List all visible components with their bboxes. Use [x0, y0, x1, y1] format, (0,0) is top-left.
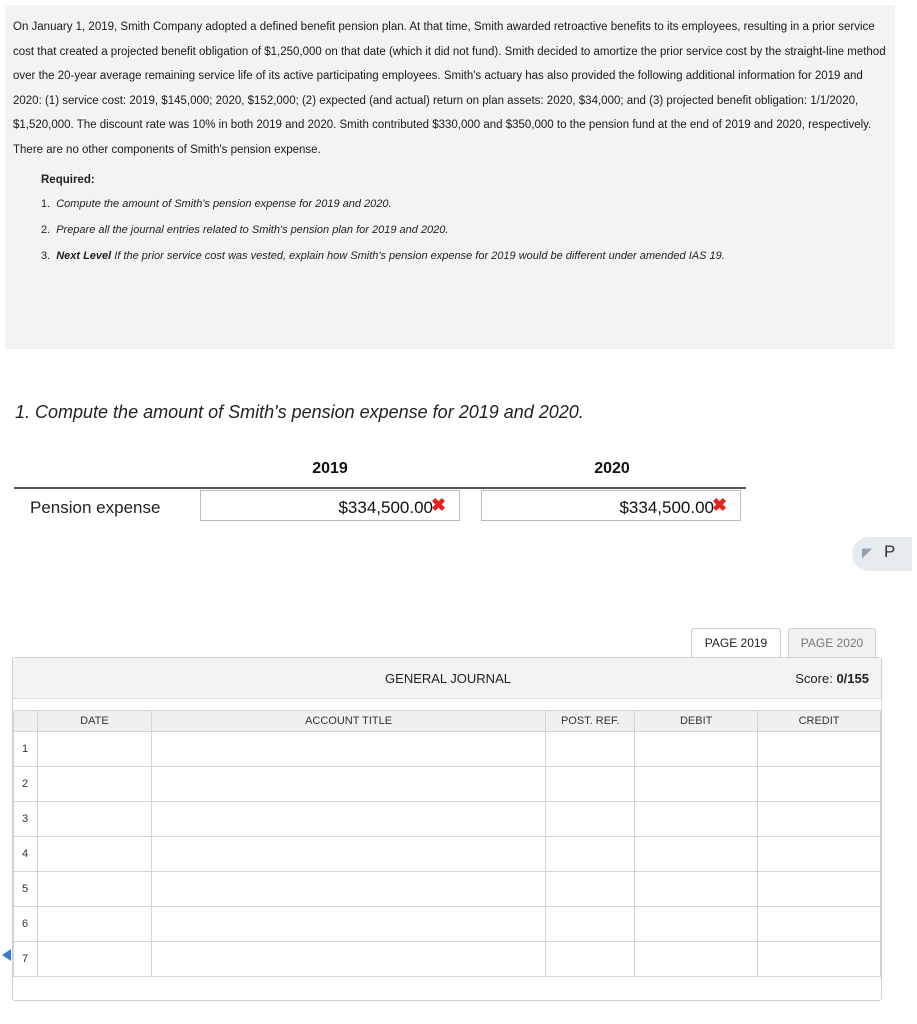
- credit-cell[interactable]: [758, 802, 881, 837]
- problem-statement: On January 1, 2019, Smith Company adopted a defined benefit pension plan. At that time, Smith awarded retroactive benefits to its employees, resulting in a prior service cost that created a projected benefit obligation of $1,250,000 on that date (which it did not fund). Smith decided to amortize the prior service cost by the straight-line method over the 20-year average remaining service life of its active participating employees. Smith's actuary has also provided the following additional information for 2019 and 2020: (1) service cost: 2019, $145,000; 2020, $152,000; (2) expected (and actual) return on plan assets: 2020, $34,000; and (3) projected benefit obligation: 1/1/2020, $1,520,000. The discount rate was 10% in both 2019 and 2020. Smith contributed $330,000 and $350,000 to the pension fund at the end of 2019 and 2020, respectively. There are no other components of Smith's pension expense.: [13, 21, 886, 156]
- row-number: 6: [14, 907, 38, 942]
- account-title-cell[interactable]: [151, 942, 545, 977]
- required-item-text: Compute the amount of Smith's pension expense for 2019 and 2020.: [56, 198, 392, 210]
- row-number: 3: [14, 802, 38, 837]
- required-item-number: 2.: [41, 224, 51, 236]
- account-title-cell[interactable]: [151, 802, 545, 837]
- required-item-number: 3.: [41, 250, 51, 262]
- post-ref-cell[interactable]: [546, 907, 635, 942]
- row-number: 4: [14, 837, 38, 872]
- date-cell[interactable]: [37, 732, 151, 767]
- debit-cell[interactable]: [635, 942, 758, 977]
- journal-score: [795, 671, 869, 686]
- column-header-debit: DEBIT: [635, 711, 758, 732]
- journal-row: [14, 767, 881, 802]
- column-header-2020: 2020: [594, 460, 630, 477]
- next-level-label: Next Level: [56, 250, 112, 262]
- required-item-1: [41, 196, 887, 212]
- required-item-text: If the prior service cost was vested, explain how Smith's pension expense for 2019 would be different under amended IAS 19.: [111, 250, 725, 262]
- journal-row: [14, 837, 881, 872]
- post-ref-cell[interactable]: [546, 872, 635, 907]
- pension-expense-label: Pension expense: [30, 498, 161, 517]
- required-section: [13, 172, 887, 264]
- general-journal: [12, 657, 882, 1001]
- required-item-text: Prepare all the journal entries related to Smith's pension plan for 2019 and 2020.: [56, 224, 449, 236]
- problem-panel: [5, 5, 895, 349]
- post-ref-cell[interactable]: [546, 837, 635, 872]
- column-header-credit: CREDIT: [758, 711, 881, 732]
- corner-arrow-icon: ◤: [862, 545, 872, 560]
- journal-header-row: [14, 711, 881, 732]
- incorrect-icon: ✖: [712, 495, 728, 515]
- column-header-date: DATE: [37, 711, 151, 732]
- debit-cell[interactable]: [635, 732, 758, 767]
- score-label: Score:: [795, 671, 833, 686]
- required-title: Required:: [41, 174, 95, 186]
- journal-title-bar: [13, 658, 881, 699]
- debit-cell[interactable]: [635, 907, 758, 942]
- debit-cell[interactable]: [635, 767, 758, 802]
- date-cell[interactable]: [37, 837, 151, 872]
- required-item-3: [41, 248, 887, 264]
- date-cell[interactable]: [37, 942, 151, 977]
- tab-page-2019[interactable]: PAGE 2019: [691, 628, 781, 658]
- debit-cell[interactable]: [635, 872, 758, 907]
- part1-heading: 1. Compute the amount of Smith's pension expense for 2019 and 2020.: [15, 402, 584, 422]
- journal-table: [13, 710, 881, 977]
- credit-cell[interactable]: [758, 837, 881, 872]
- row-number: 1: [14, 732, 38, 767]
- pension-expense-2020-input[interactable]: [481, 490, 741, 521]
- journal-row: [14, 907, 881, 942]
- pension-expense-2019-input[interactable]: [200, 490, 460, 521]
- required-item-2: [41, 222, 887, 238]
- account-title-cell[interactable]: [151, 732, 545, 767]
- date-cell[interactable]: [37, 802, 151, 837]
- row-number: 5: [14, 872, 38, 907]
- post-ref-cell[interactable]: [546, 732, 635, 767]
- account-title-cell[interactable]: [151, 767, 545, 802]
- column-header-2019: 2019: [312, 460, 348, 477]
- journal-row: [14, 732, 881, 767]
- required-list: [41, 196, 887, 264]
- credit-cell[interactable]: [758, 942, 881, 977]
- column-header-post-ref: POST. REF.: [546, 711, 635, 732]
- row-number: 7: [14, 942, 38, 977]
- help-badge[interactable]: [852, 537, 912, 571]
- required-item-number: 1.: [41, 198, 51, 210]
- row-number-header: [14, 711, 38, 732]
- journal-row: [14, 872, 881, 907]
- score-value: 0/155: [836, 671, 869, 686]
- post-ref-cell[interactable]: [546, 802, 635, 837]
- pension-expense-header: [14, 455, 746, 489]
- row-number: 2: [14, 767, 38, 802]
- post-ref-cell[interactable]: [546, 767, 635, 802]
- debit-cell[interactable]: [635, 837, 758, 872]
- incorrect-icon: ✖: [431, 495, 447, 515]
- tab-page-2020[interactable]: PAGE 2020: [788, 628, 876, 658]
- credit-cell[interactable]: [758, 872, 881, 907]
- credit-cell[interactable]: [758, 767, 881, 802]
- journal-row: [14, 802, 881, 837]
- account-title-cell[interactable]: [151, 872, 545, 907]
- column-header-account-title: ACCOUNT TITLE: [151, 711, 545, 732]
- date-cell[interactable]: [37, 872, 151, 907]
- account-title-cell[interactable]: [151, 907, 545, 942]
- journal-title: GENERAL JOURNAL: [385, 671, 511, 686]
- date-cell[interactable]: [37, 767, 151, 802]
- credit-cell[interactable]: [758, 907, 881, 942]
- credit-cell[interactable]: [758, 732, 881, 767]
- date-cell[interactable]: [37, 907, 151, 942]
- debit-cell[interactable]: [635, 802, 758, 837]
- account-title-cell[interactable]: [151, 837, 545, 872]
- journal-row: [14, 942, 881, 977]
- current-row-marker-icon: [2, 949, 11, 961]
- badge-letter: P: [884, 542, 896, 561]
- post-ref-cell[interactable]: [546, 942, 635, 977]
